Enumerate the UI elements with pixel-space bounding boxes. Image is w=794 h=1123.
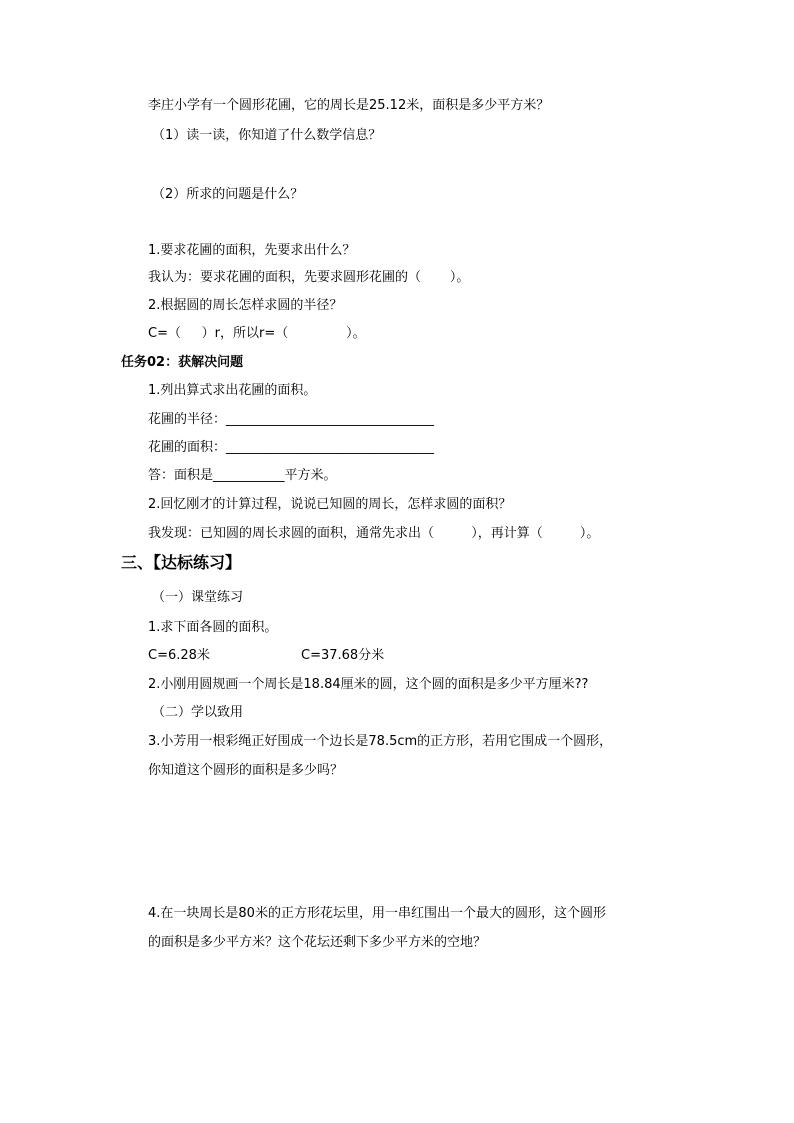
step-2-answer: C=（ ）r，所以r=（ ）。 (148, 326, 366, 341)
practice-1: 1.求下面各圆的面积。 (148, 620, 278, 635)
step-1: 1.要求花圃的面积，先要求出什么？ (148, 243, 356, 258)
task-1-area: 花圃的面积：________________________________ (148, 440, 435, 455)
question-2: （2）所求的问题是什么？ (152, 187, 304, 202)
task-1-answer: 答：面积是___________平方米。 (148, 468, 337, 483)
practice-apply-label: （二）学以致用 (152, 705, 244, 720)
practice-4-line-1: 4.在一块周长是80米的正方形花坛里，用一串红围出一个最大的圆形，这个圆形 (148, 906, 606, 921)
practice-class-label: （一）课堂练习 (152, 590, 244, 605)
step-1-answer: 我认为：要求花圃的面积，先要求圆形花圃的（ ）。 (148, 270, 470, 285)
practice-1-c2: C=37.68分米 (301, 648, 385, 663)
task-1: 1.列出算式求出花圃的面积。 (148, 383, 317, 398)
task-2-found: 我发现：已知圆的周长求圆的面积，通常先求出（ ），再计算（ ）。 (148, 526, 600, 541)
practice-3-line-1: 3.小芳用一根彩绳正好围成一个边长是78.5cm的正方形，若用它围成一个圆形， (148, 734, 613, 749)
practice-4-line-2: 的面积是多少平方米？这个花坛还剩下多少平方米的空地？ (148, 935, 487, 950)
step-2: 2.根据圆的周长怎样求圆的半径？ (148, 298, 343, 313)
task-02-title: 任务02：获解决问题 (121, 355, 244, 370)
task-2: 2.回忆刚才的计算过程，说说已知圆的周长，怎样求圆的面积？ (148, 497, 512, 512)
practice-3-line-2: 你知道这个圆形的面积是多少吗？ (148, 763, 344, 778)
task-1-radius: 花圃的半径：________________________________ (148, 412, 435, 427)
problem-intro: 李庄小学有一个圆形花圃，它的周长是25.12米，面积是多少平方米？ (148, 98, 550, 113)
practice-1-c1: C=6.28米 (148, 648, 210, 663)
practice-2: 2.小刚用圆规画一个周长是18.84厘米的圆，这个圆的面积是多少平方厘米?? (148, 677, 589, 692)
section-3-heading: 三、【达标练习】 (121, 553, 242, 572)
question-1: （1）读一读，你知道了什么数学信息？ (152, 128, 382, 143)
